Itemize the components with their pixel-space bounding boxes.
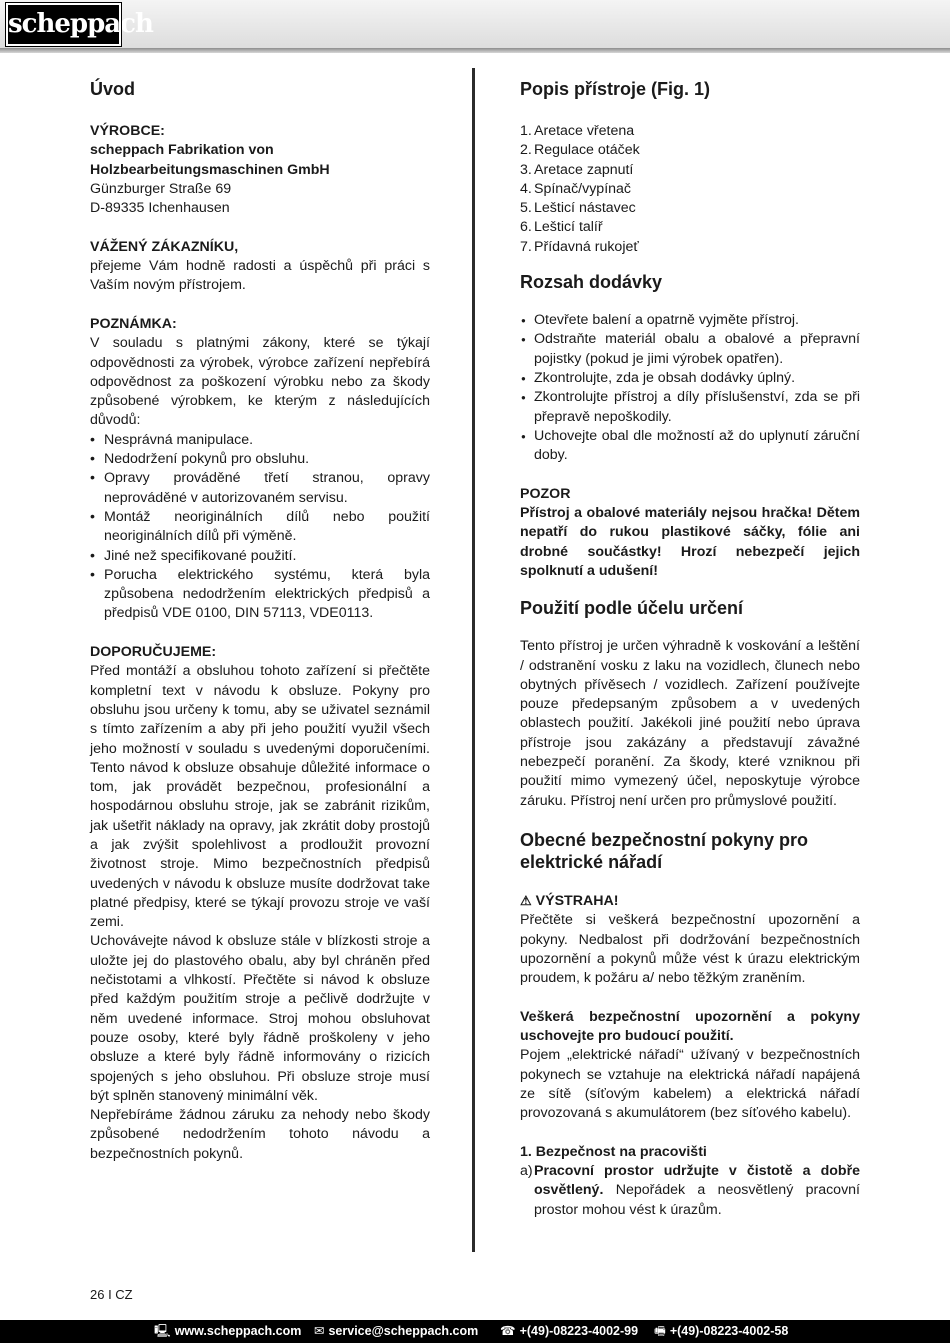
warning-heading: ⚠ VÝSTRAHA! <box>520 892 619 909</box>
recommend-paragraph-3: Nepřebíráme žádnou záruku za nehody nebo škody způsobené nedodržením tohoto návodu a bezpečnostních pokynů. <box>90 1107 430 1162</box>
customer-label: VÁŽENÝ ZÁKAZNÍKU, <box>90 238 239 255</box>
description-title: Popis přístroje (Fig. 1) <box>520 79 711 99</box>
address-line-2: D-89335 Ichenhausen <box>90 200 230 217</box>
recommend-paragraph-1: Před montáží a obsluhou tohoto zařízení si přečtěte kompletní text v návodu k obsluze. Pokyny pro obsluhu jsou určeny k tomu, aby se uživatel seznámil s tímto zařízením a aby při jeho použití využil všech jeho možností v souladu s uvedenými doporučeními. Tento návod k obsluze obsahuje důležité informace o tom, jak provádět bezpečnou, profesionální a hospodárnou obsluhu stroje, jak se zabránit rizikům, jak ušetřit náklady na opravy, jak zkrátit doby prostojů a jak zvýšit spolehlivost a prodloužit provozní životnost stroje. Mimo bezpečnostních předpisů uvedených v návodu k obsluze musíte dodržovat take platné předpisy, které se týkají provozu stroje ve vaší zemi. <box>90 663 430 931</box>
scheppach-logo: scheppach <box>6 3 121 46</box>
fax-icon: 🖷 <box>654 1324 666 1338</box>
note-label: POZNÁMKA: <box>90 315 177 332</box>
recommend-label: DOPORUČUJEME: <box>90 644 217 661</box>
list-item: ● Odstraňte materiál obalu a obalové a přepravní pojistky (pokud je jimi výrobek opatřen). <box>520 330 860 369</box>
address-line-1: Günzburger Straße 69 <box>90 180 232 197</box>
caution-label: POZOR <box>520 485 571 502</box>
note-list <box>90 431 430 624</box>
list-item: • Opravy prováděné třetí stranou, opravy neprováděné v autorizovaném servisu. <box>90 469 430 508</box>
workplace-label: 1. Bezpečnost na pracovišti <box>520 1143 707 1160</box>
list-item: • Jiné než specifikované použití. <box>90 547 430 566</box>
email-icon: ✉ <box>314 1324 325 1338</box>
footer-web[interactable]: 🖳 www.scheppach.com <box>154 1324 302 1338</box>
manufacturer-name-2: Holzbearbeitungsmaschinen GmbH <box>90 161 330 178</box>
list-item: ● Zkontrolujte přístroj a díly příslušenství, zda se při přepravě nepoškodily. <box>520 388 860 427</box>
page-number: 26 I CZ <box>90 1287 133 1302</box>
manufacturer-name-1: scheppach Fabrikation von <box>90 142 274 159</box>
list-item: ● Uchovejte obal dle možností až do uplynutí záruční doby. <box>520 427 860 466</box>
intended-use-text: Tento přístroj je určen výhradně k voskování a leštění / odstranění vosku z laku na vozidlech, člunech nebo obytných přívěsech / vozidlech. Zařízení používejte pouze předepsaným způsobem a v uvedených oblastech použití. Jakékoli jiné použití nebo úprava přístroje jsou zakázány a představují závažné nebezpečí poranění. Za škody, které vzniknou při použití mimo vymezený účel, neposkytuje výrobce záruku. Přístroj není určen pro průmyslové použití. <box>520 638 860 809</box>
list-item: • Nesprávná manipulace. <box>90 431 430 450</box>
manufacturer-label: VÝROBCE: <box>90 123 165 139</box>
workplace-item-a: a) Pracovní prostor udržujte v čistotě a dobře osvětlený. Nepořádek a neosvětlený pracovní prostor mohou vést k úrazům. <box>520 1163 860 1218</box>
list-item: 6. Lešticí talíř <box>520 219 603 236</box>
footer-bar <box>0 1320 950 1343</box>
scope-title: Rozsah dodávky <box>520 272 663 293</box>
warning-triangle-icon: ⚠ <box>520 892 532 908</box>
customer-text: přejeme Vám hodně radosti a úspěchů při práci s Vaším novým přístrojem. <box>90 258 430 294</box>
column-divider <box>472 68 475 1252</box>
intro-title: Úvod <box>90 79 135 99</box>
left-column <box>90 78 430 1164</box>
warning-text: Přečtěte si veškerá bezpečnostní upozornění a pokyny. Nedbalost při dodržování bezpečnostních upozornění a pokynů může vést k úrazu elektrickým proudem, k požáru a/ nebo těžkým zraněním. <box>520 912 860 987</box>
list-item: 5. Lešticí nástavec <box>520 200 636 217</box>
list-item: 4. Spínač/vypínač <box>520 180 632 197</box>
list-item: • Nedodržení pokynů pro obsluhu. <box>90 450 430 469</box>
recommend-paragraph-2: Uchovávejte návod k obsluze stále v blízkosti stroje a uložte jej do plastového obalu, aby byl chráněn před nečistotami a vlhkostí. Přečtěte si návod k obsluze před každým použitím stroje a pečlivě dodržujte v něm uvedené informace. Stroj mohou obsluhovat pouze osoby, které byly řádně proškoleny v jeho obsluze a které byly řádně informovány o rizicích spojených s jeho obsluhou. Při obsluze stroje musí být splněn stanovený minimální věk. <box>90 933 430 1104</box>
footer-email[interactable]: ✉ service@scheppach.com <box>314 1324 479 1338</box>
list-item: • Montáž neoriginálních dílů nebo použití neoriginálních dílů při výměně. <box>90 508 430 547</box>
keep-instructions-label: Veškerá bezpečnostní upozornění a pokyny uschovejte pro budoucí použití. <box>520 1008 860 1044</box>
intended-use-title: Použití podle účelu určení <box>520 598 744 619</box>
footer-fax: 🖷 +(49)-08223-4002-58 <box>654 1324 789 1338</box>
list-item: 1. Aretace vřetena <box>520 123 635 139</box>
note-text: V souladu s platnými zákony, které se týkají odpovědnosti za výrobek, výrobce zařízení nepřebírá odpovědnost za poškození výrobku nebo za škody způsobené výrobkem, ke kterým z následujících důvodů: <box>90 335 430 429</box>
caution-text: Přístroj a obalové materiály nejsou hračka! Dětem nepatří do rukou plastikové sáčky, fólie ani drobné součástky! Hrozí nebezpečí jejich spolknutí a udušení! <box>520 505 860 579</box>
right-column <box>520 78 860 1220</box>
phone-icon: ☎ <box>500 1324 516 1338</box>
list-item: ● Otevřete balení a opatrně vyjměte přístroj. <box>520 311 860 330</box>
list-item: • Porucha elektrického systému, která byla způsobena nedodržením elektrických předpisů a předpisů VDE 0100, DIN 57113, VDE0113. <box>90 566 430 624</box>
keep-instructions-text: Pojem „elektrické nářadí“ užívaný v bezpečnostních pokynech se vztahuje na elektrická nářadí napájená ze sítě (síťovým kabelem) a elektrická nářadí provozovaná s akumulátorem (bez síťového kabelu). <box>520 1047 860 1122</box>
list-item: 7. Přídavná rukojeť <box>520 238 639 255</box>
safety-title: Obecné bezpečnostní pokyny pro elektrické nářadí <box>520 829 809 872</box>
list-item: ● Zkontrolujte, zda je obsah dodávky úplný. <box>520 369 860 388</box>
list-item: 3. Aretace zapnutí <box>520 161 634 178</box>
footer-phone: ☎ +(49)-08223-4002-99 <box>500 1324 639 1338</box>
scope-list <box>520 311 860 465</box>
top-bar-divider <box>0 48 950 53</box>
description-list <box>520 122 860 257</box>
list-item: 2. Regulace otáček <box>520 142 640 159</box>
computer-icon: 🖳 <box>154 1324 171 1338</box>
